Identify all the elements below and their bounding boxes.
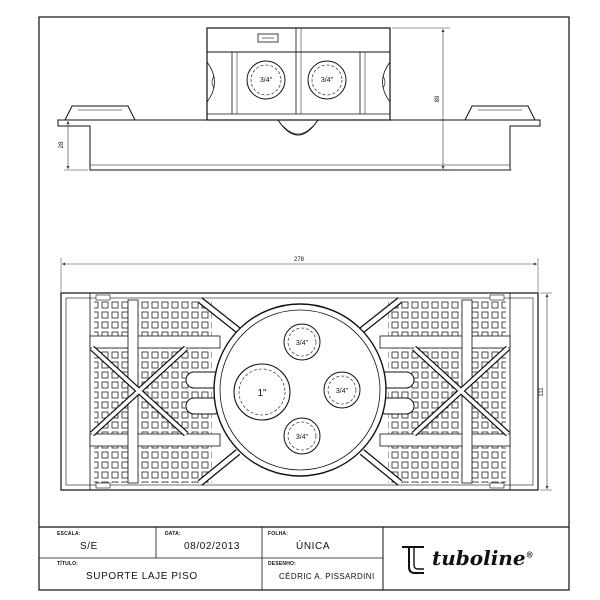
elevation-conduit-label-right: 3/4" — [320, 77, 334, 84]
dimension-depth — [539, 293, 552, 490]
titulo-label: TÍTULO: — [57, 561, 79, 567]
titulo-value: SUPORTE LAJE PISO — [86, 571, 198, 582]
desenho-value: CÉDRIC A. PISSARDINI — [279, 572, 375, 581]
plan-conduit-label-top: 3/4" — [295, 340, 309, 347]
folha-value: ÚNICA — [296, 541, 331, 552]
brand-name — [432, 546, 534, 570]
escala-label: ESCALA: — [57, 531, 81, 537]
dimension-111-label: 111 — [539, 387, 545, 397]
data-value: 08/02/2013 — [184, 541, 241, 552]
dimension-width — [61, 257, 538, 292]
dimension-base-height — [57, 120, 88, 170]
escala-value: S/E — [80, 541, 98, 552]
plan-conduit-label-right: 3/4" — [335, 388, 349, 395]
side-elevation-view — [58, 28, 540, 170]
folha-label: FOLHA: — [268, 531, 289, 537]
elevation-conduit-label-left: 3/4" — [259, 77, 273, 84]
dimension-28-label: 28 — [59, 141, 65, 149]
dimension-278-label: 278 — [293, 257, 305, 263]
tuboline-logo-icon — [402, 547, 424, 573]
brand-registered-mark: ® — [525, 549, 534, 560]
data-label: DATA: — [165, 531, 181, 537]
brand-wordmark: tuboline — [432, 546, 526, 570]
desenho-label: DESENHO: — [268, 561, 296, 567]
plan-conduit-label-large: 1" — [257, 388, 267, 399]
dimension-89-label: 89 — [435, 95, 441, 103]
plan-conduit-label-bottom: 3/4" — [295, 434, 309, 441]
plan-view — [61, 293, 538, 490]
dimension-height-total — [392, 28, 512, 170]
